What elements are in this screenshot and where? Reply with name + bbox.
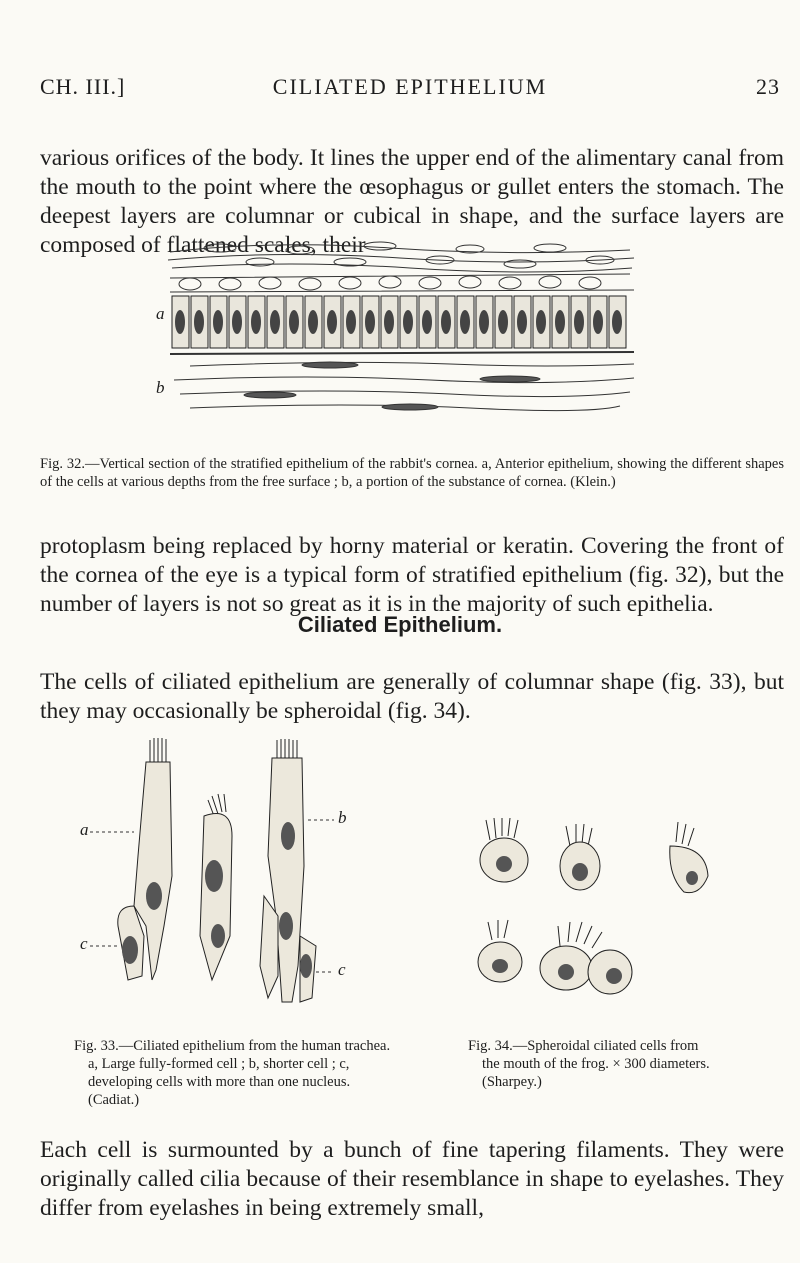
ciliated-columnar-cells-drawing (72, 736, 372, 1012)
body-paragraph-3: The cells of ciliated epithelium are generally of columnar shape (fig. 33), but they may occasionally be spheroidal (fig. 34). (40, 668, 784, 724)
figure-33-illustration (72, 736, 372, 1012)
chapter-label: CH. III.] (40, 74, 126, 99)
figure-33-label-b: b (338, 808, 347, 827)
figure-32-label-a: a (156, 304, 165, 323)
running-header (40, 74, 780, 104)
body-paragraph-4: Each cell is surmounted by a bunch of fine tapering filaments. They were originally called cilia because of their resemblance in shape to eyelashes. They differ from eyelashes in being extremely small, (40, 1136, 784, 1221)
figure-33-label-a: a (80, 820, 89, 839)
section-heading: Ciliated Epithelium. (297, 612, 503, 637)
figure-33-caption: Fig. 33.—Ciliated epithelium from the human trachea. a, Large fully-formed cell ; b, shorter cell ; c, developing cells with more than one nucleus. (Cadiat.) (74, 1037, 391, 1108)
figure-32-illustration (150, 238, 642, 428)
figure-34-caption: Fig. 34.—Spheroidal ciliated cells from the mouth of the frog. × 300 diameters. (Sharpey.) (468, 1037, 710, 1090)
figure-32-caption: Fig. 32.—Vertical section of the stratified epithelium of the rabbit's cornea. a, Anterior epithelium, showing the different shapes of the cells at various depths from the free surface ; b, a portion of the substance of cornea. (Klein.) (40, 455, 784, 490)
figure-32-label-b: b (156, 378, 165, 397)
figure-33-label-c-left: c (80, 934, 88, 953)
body-paragraph-1: various orifices of the body. It lines the upper end of the alimentary canal from the mouth to the point where the œsophagus or gullet enters the stomach. The deepest layers are columnar or cubical in shape, and the surface layers are composed of flattened scales, their (40, 144, 784, 258)
page-number: 23 (756, 74, 780, 99)
spheroidal-ciliated-cells-drawing (470, 816, 720, 1012)
stratified-epithelium-drawing (150, 238, 642, 428)
figure-33-label-c-right: c (338, 960, 346, 979)
body-paragraph-2: protoplasm being replaced by horny material or keratin. Covering the front of the cornea of the eye is a typical form of stratified epithelium (fig. 32), but the number of layers is not so great as it is in the majority of such epithelia. (40, 532, 784, 617)
running-title: CILIATED EPITHELIUM (272, 74, 548, 99)
figure-34-illustration (470, 816, 720, 1012)
